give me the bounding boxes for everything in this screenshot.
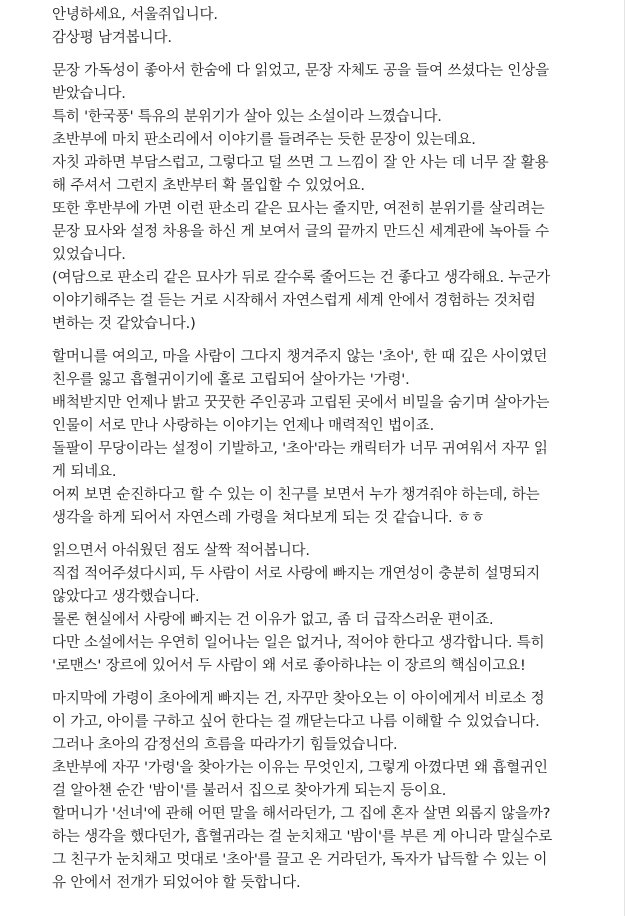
text-line: 또한 후반부에 가면 이런 판소리 같은 묘사는 줄지만, 여전히 분위기를 살리려는 xyxy=(52,201,545,217)
story-paragraph xyxy=(52,346,620,530)
text-line: 해 주셔서 그런지 초반부터 확 몰입할 수 있었어요. xyxy=(52,178,365,194)
text-line: (여담으로 판소리 같은 묘사가 뒤로 갈수록 줄어드는 건 좋다고 생각해요. 누군가 xyxy=(52,270,550,286)
text-line: 않았다고 생각했습니다. xyxy=(52,589,200,605)
text-line: 인물이 서로 만나 사랑하는 이야기는 언제나 매력적인 법이죠. xyxy=(52,418,435,434)
text-line: 초반부에 마치 판소리에서 이야기를 들려주는 듯한 문장이 있는데요. xyxy=(52,132,476,148)
text-line: 걸 알아챈 순간 '밤이'를 불러서 집으로 찾아가게 되는지 등이요. xyxy=(52,783,447,799)
text-line: 읽으면서 아쉬웠던 점도 살짝 적어봅니다. xyxy=(52,543,310,559)
text-line: 직접 적어주셨다시피, 두 사람이 서로 사랑에 빠지는 개연성이 충분히 설명되지 xyxy=(52,566,541,582)
text-line: 생각을 하게 되어서 자연스레 가령을 쳐다보게 되는 것 같습니다. ㅎㅎ xyxy=(52,510,485,526)
text-line: 감상평 남겨봅니다. xyxy=(52,30,172,46)
text-line: 특히 '한국풍' 특유의 분위기가 살아 있는 소설이라 느꼈습니다. xyxy=(52,109,442,125)
text-line: 다만 소설에서는 우연히 일어나는 일은 없거나, 적어야 한다고 생각합니다. 특히 xyxy=(52,635,545,651)
text-line: 물론 현실에서 사랑에 빠지는 건 이유가 없고, 좀 더 급작스러운 편이죠. xyxy=(52,612,494,628)
text-line: 친우를 잃고 흡혈귀이기에 홀로 고립되어 살아가는 '가령'. xyxy=(52,372,410,388)
text-line: 마지막에 가령이 초아에게 빠지는 건, 자꾸만 찾아오는 이 아이에게서 비로소 정 xyxy=(52,691,545,707)
text-line: 그러나 초아의 감정선의 흐름을 따라가기 힘들었습니다. xyxy=(52,737,398,753)
style-paragraph xyxy=(52,60,620,336)
text-line: 받았습니다. xyxy=(52,86,126,102)
text-line: 문장 묘사와 설정 차용을 하신 게 보여서 글의 끝까지 만드신 세계관에 녹아들 수 xyxy=(52,224,549,240)
text-line: 돌팔이 무당이라는 설정이 기발하고, '초아'라는 캐릭터가 너무 귀여워서 자꾸 읽 xyxy=(52,441,548,457)
review-text xyxy=(52,4,620,895)
greeting-paragraph xyxy=(52,4,620,50)
text-line: 할머니를 여의고, 마을 사람이 그다지 챙겨주지 않는 '초아', 한 때 깊은 사이였던 xyxy=(52,349,548,365)
text-line: 그 친구가 눈치채고 멋대로 '초아'를 끌고 온 거라던가, 독자가 납득할 수 있는 이 xyxy=(52,852,548,868)
text-line: 문장 가독성이 좋아서 한숨에 다 읽었고, 문장 자체도 공을 들여 쓰셨다는 인상을 xyxy=(52,63,549,79)
paragraph-gap xyxy=(52,530,620,540)
text-line: 이 가고, 아이를 구하고 싶어 한다는 걸 깨닫는다고 나름 이해할 수 있었습니다. xyxy=(52,714,540,730)
text-line: 배척받지만 언제나 밝고 꿋꿋한 주인공과 고립된 곳에서 비밀을 숨기며 살아가는 xyxy=(52,395,550,411)
text-line: 하는 생각을 했다던가, 흡혈귀라는 걸 눈치채고 '밤이'를 부른 게 아니라 말실수로 xyxy=(52,829,553,845)
regret-paragraph xyxy=(52,540,620,678)
text-line: 안녕하세요, 서울쥐입니다. xyxy=(52,7,218,23)
text-line: 어찌 보면 순진하다고 할 수 있는 이 친구를 보면서 누가 챙겨줘야 하는데, 하는 xyxy=(52,487,540,503)
text-line: 이야기해주는 걸 듣는 거로 시작해서 자연스럽게 세계 안에서 경험하는 것처럼 xyxy=(52,293,536,309)
text-line: 유 안에서 전개가 되었어야 할 듯합니다. xyxy=(52,875,301,891)
text-line: 할머니가 '선녀'에 관해 어떤 말을 해서라던가, 그 집에 혼자 살면 외롭지 않을까? xyxy=(52,806,551,822)
text-line: 초반부에 자꾸 '가령'을 찾아가는 이유는 무엇인지, 그렇게 아꼈다면 왜 흡혈귀인 xyxy=(52,760,548,776)
paragraph-gap xyxy=(52,678,620,688)
text-line: 변하는 것 같았습니다.) xyxy=(52,316,196,332)
text-line: '로맨스' 장르에 있어서 두 사람이 왜 서로 좋아하냐는 이 장르의 핵심이고요! xyxy=(52,658,526,674)
text-line: 자칫 과하면 부담스럽고, 그렇다고 덜 쓰면 그 느낌이 잘 안 사는 데 너무 잘 활용 xyxy=(52,155,549,171)
ending-paragraph xyxy=(52,688,620,895)
paragraph-gap xyxy=(52,336,620,346)
text-line: 있었습니다. xyxy=(52,247,126,263)
paragraph-gap xyxy=(52,50,620,60)
text-line: 게 되네요. xyxy=(52,464,117,480)
